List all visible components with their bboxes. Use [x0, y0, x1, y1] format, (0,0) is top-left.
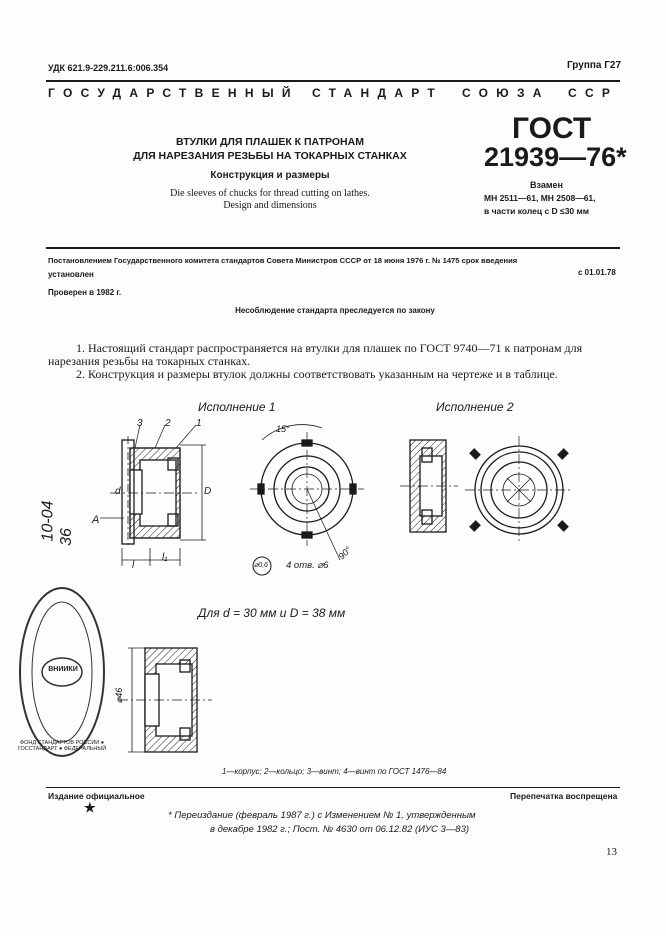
banner-word-3: СОЮЗА — [462, 86, 550, 100]
callout-1: 1 — [196, 418, 202, 429]
replaces-line-2: в части колец с D ≤30 мм — [484, 206, 590, 216]
checked-year: Проверен в 1982 г. — [48, 288, 122, 297]
official-edition: Издание официальное — [48, 791, 145, 801]
stamp-center-text: ВНИИКИ — [48, 666, 78, 673]
dia-46-label: ⌀46 — [114, 687, 125, 704]
dim-l1: l₁ — [162, 552, 168, 563]
condition-note: Для d = 30 мм и D = 38 мм — [198, 606, 346, 620]
angle-15-label: 15° — [276, 424, 290, 434]
callout-2: 2 — [165, 418, 171, 429]
resolution-line-1: Постановлением Государственного комитета стандартов Совета Министров СССР от 18 июня 1976 г. № 1475 срок введения — [48, 256, 518, 265]
callout-3: 3 — [137, 418, 143, 429]
banner-word-2: СТАНДАРТ — [312, 86, 444, 100]
title-english-1: Die sleeves of chucks for thread cutting on lathes. — [170, 188, 370, 199]
udk-code: УДК 621.9-229.211.6:006.354 — [48, 63, 169, 73]
hole-callout: 4 отв. ⌀6 — [286, 560, 329, 571]
replaces-line-1: МН 2511—61, МН 2508—61, — [484, 193, 596, 203]
version2-section-view — [400, 440, 458, 532]
resolution-line-2: установлен — [48, 270, 94, 279]
handwritten-note-b: 36 — [57, 528, 75, 546]
angle-90-label: 90° — [336, 544, 354, 562]
title-line-1: ВТУЛКИ ДЛЯ ПЛАШЕК К ПАТРОНАМ — [176, 136, 364, 148]
law-notice: Несоблюдение стандарта преследуется по закону — [235, 306, 435, 315]
dim-l: l — [132, 560, 135, 571]
page-number: 13 — [606, 846, 617, 858]
version-2-label: Исполнение 2 — [436, 400, 514, 414]
resolution-date: с 01.01.78 — [578, 268, 616, 277]
lower-section-view — [118, 648, 212, 752]
group-code: Группа Г27 — [567, 60, 622, 71]
star-mark: ★ — [84, 800, 96, 815]
handwritten-note-a: 10-04 — [39, 500, 57, 542]
parts-legend: 1—корпус; 2—кольцо; 3—винт; 4—винт по ГОСТ 1476—84 — [222, 767, 447, 776]
reissue-line-2: в декабре 1982 г.; Пост. № 4630 от 06.12.82 (ИУС 3—83) — [210, 824, 470, 835]
stamp-outer-text: ФОНД СТАНДАРТОВ РОССИИ ● ГОССТАНДАРТ ● ФЕДЕРАЛЬНЫЙ — [17, 740, 107, 752]
paragraph-1: 1. Настоящий стандарт распространяется на втулки для плашек по ГОСТ 9740—71 к патронам для нарезания резьбы на токарных станках. — [48, 341, 583, 368]
gost-number: 21939—76* — [484, 142, 627, 172]
section-mark-A: А — [92, 514, 100, 526]
title-line-2: ДЛЯ НАРЕЗАНИЯ РЕЗЬБЫ НА ТОКАРНЫХ СТАНКАХ — [133, 150, 407, 162]
dim-d: d — [115, 486, 121, 497]
surface-finish: ⌀0,6 — [254, 562, 268, 569]
footer-rule — [46, 787, 620, 788]
paragraph-2: 2. Конструкция и размеры втулок должны соответствовать указанным на чертеже и в таблице. — [76, 367, 558, 381]
replaces-label: Взамен — [530, 180, 563, 190]
banner-word-4: ССР — [568, 86, 619, 100]
reissue-line-1: * Переиздание (февраль 1987 г.) с Изменением № 1, утвержденным — [168, 810, 476, 821]
dim-D: D — [204, 486, 212, 497]
title-english-2: Design and dimensions — [223, 200, 317, 211]
banner-word-1: ГОСУДАРСТВЕННЫЙ — [48, 86, 299, 100]
title-subtitle: Конструкция и размеры — [210, 170, 330, 181]
version-1-label: Исполнение 1 — [198, 400, 276, 414]
gost-label: ГОСТ — [512, 112, 592, 145]
reprint-banned: Перепечатка воспрещена — [510, 791, 618, 801]
version2-front-view — [465, 436, 573, 544]
